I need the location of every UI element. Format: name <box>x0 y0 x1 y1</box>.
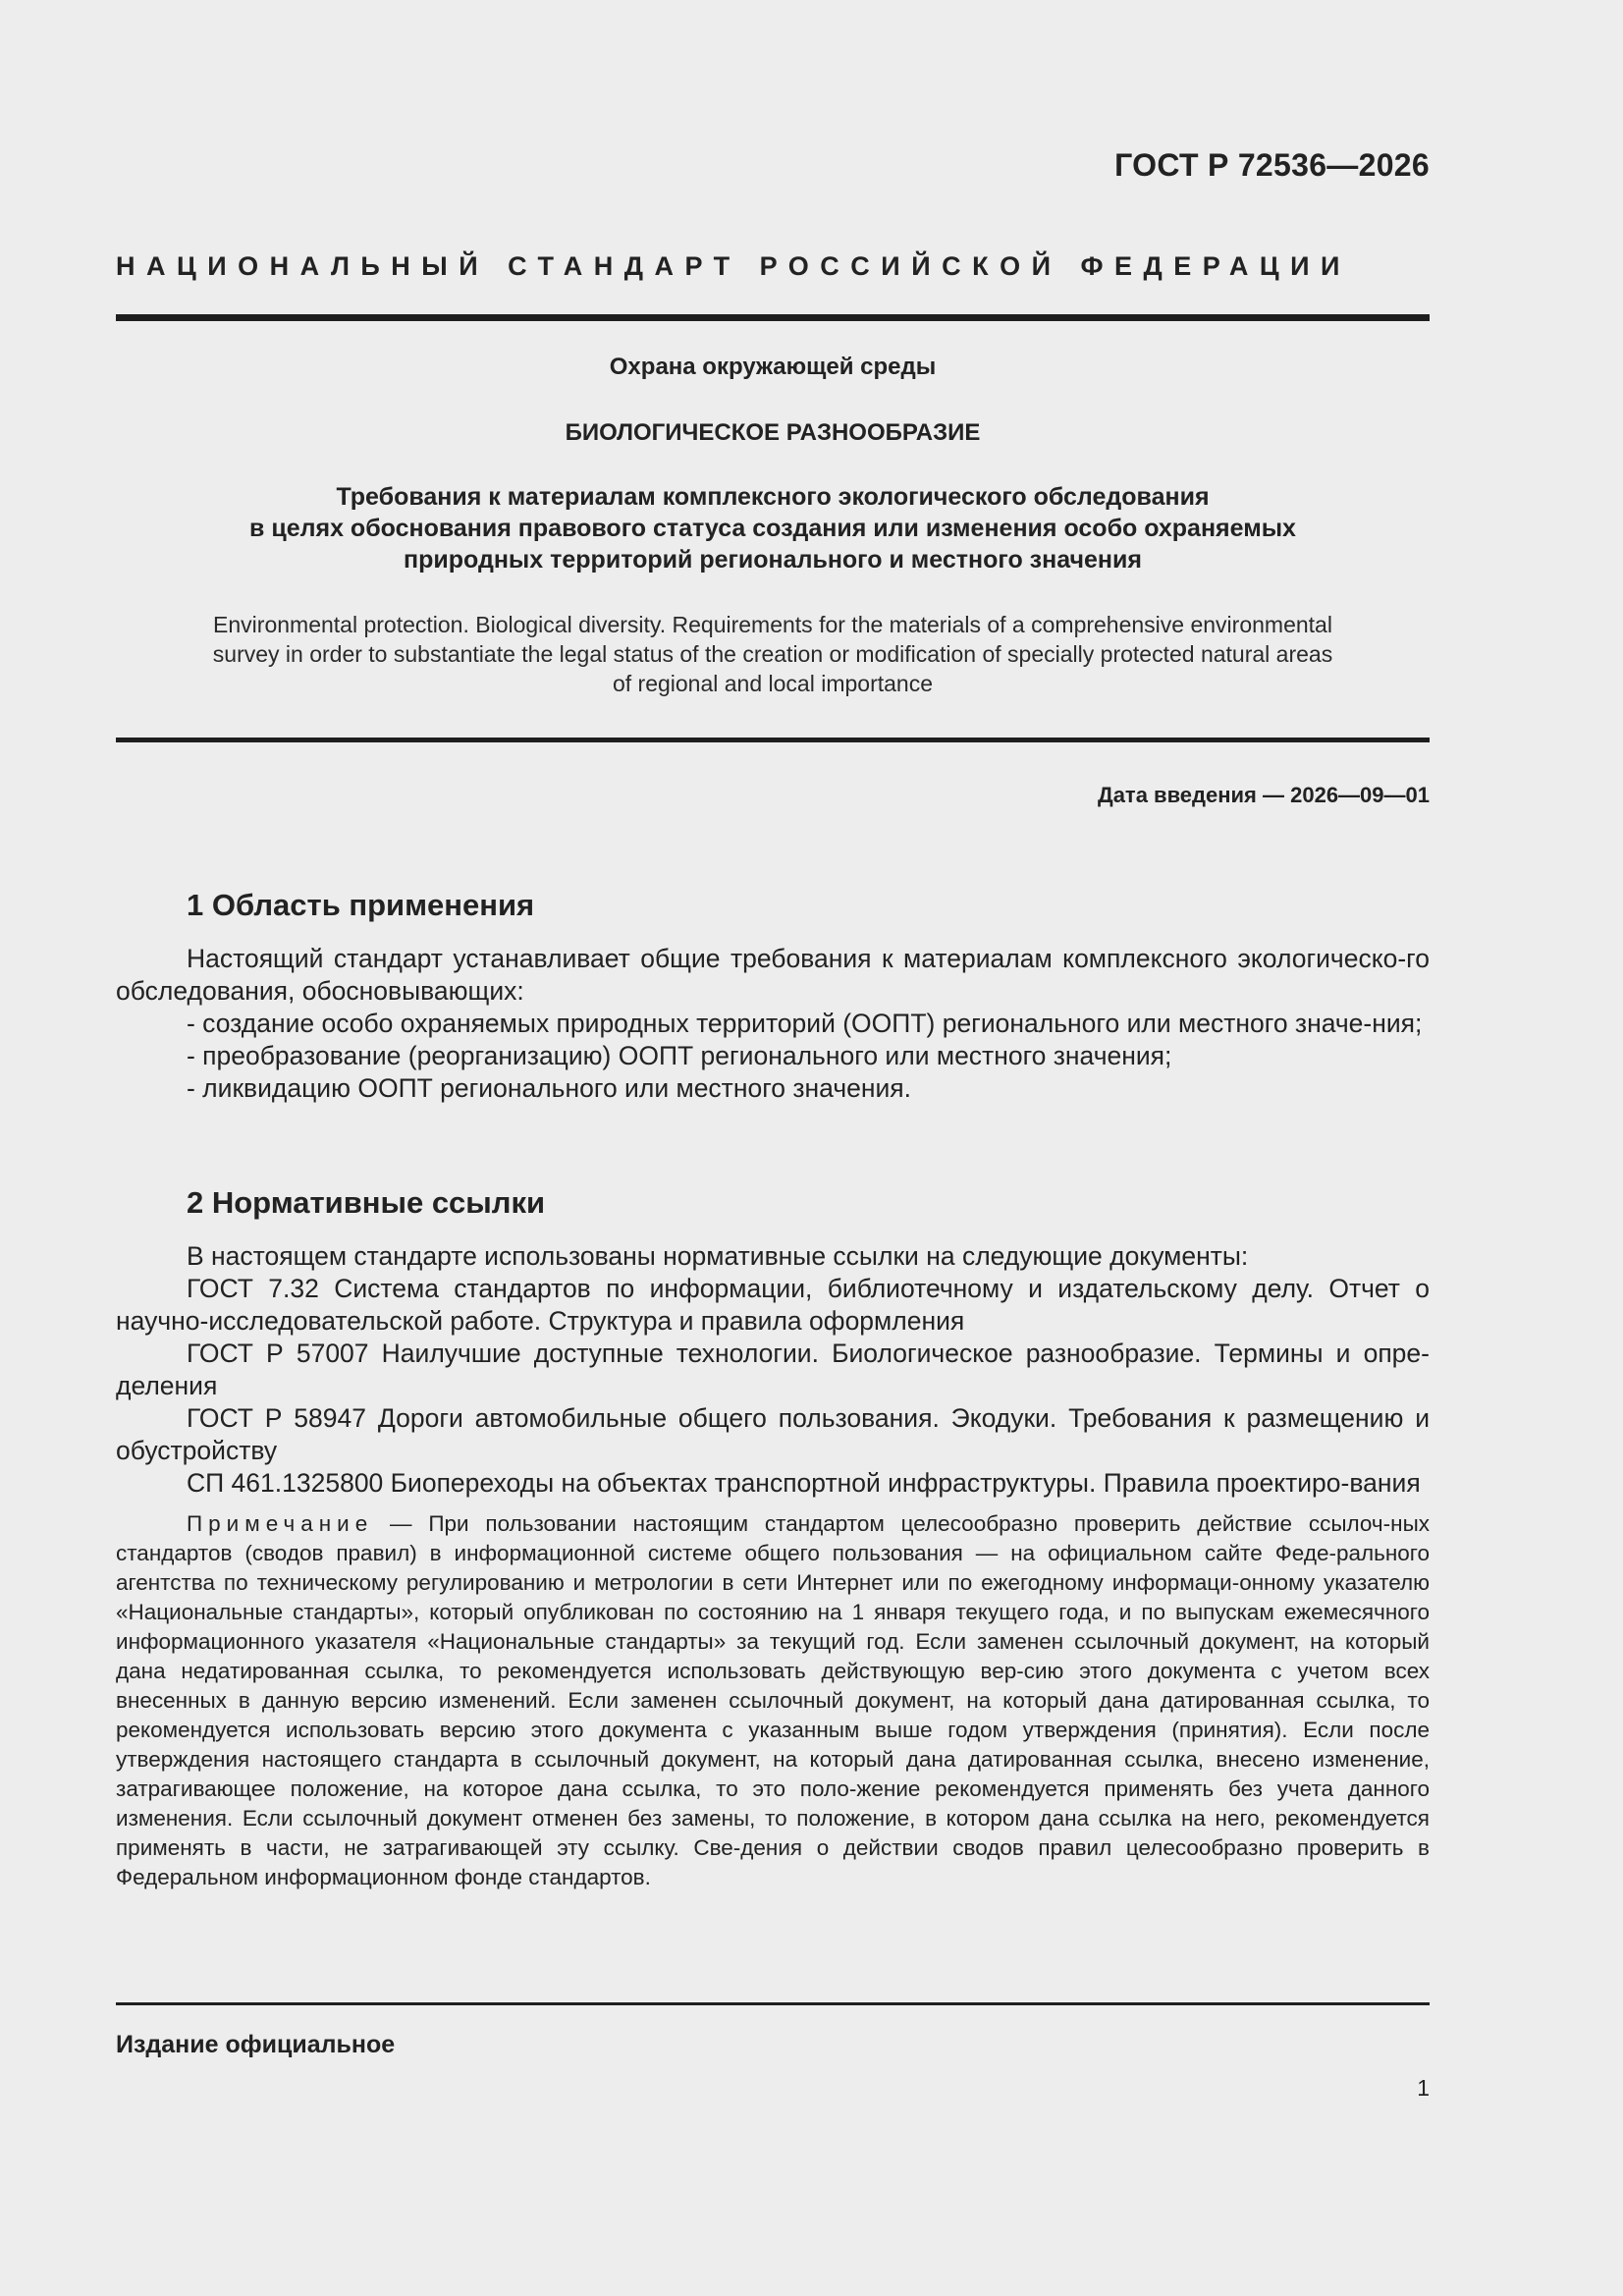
reference-entry: СП 461.1325800 Биопереходы на объектах транспортной инфраструктуры. Правила проектиро-вания <box>187 1468 1421 1498</box>
reference-entry: ГОСТ Р 58947 Дороги автомобильные общего пользования. Экодуки. Требования к размещению и обустройству <box>116 1403 1430 1465</box>
scope-intro: Настоящий стандарт устанавливает общие требования к материалам комплексного экологическо-го обследования, обосновывающих: <box>116 944 1430 1006</box>
title-rule <box>116 738 1430 742</box>
scope-item: - создание особо охраняемых природных территорий (ООПТ) регионального или местного значе-ния; <box>187 1009 1423 1038</box>
title-en-line: survey in order to substantiate the legal status of the creation or modification of specially protected natural areas <box>212 641 1333 667</box>
note-text: — При пользовании настоящим стандартом целесообразно проверить действие ссылоч-ных стандартов (сводов правил) в информационной системе общего пользования — на официальном сайте Феде-рального агентства по техническому регулированию и метрологии в сети Интернет или по ежегодному информаци-онному указателю «Национальные стандарты», который опубликован по состоянию на 1 января текущего года, и по выпускам ежемесячного информационного указателя «Национальные стандарты» за текущий год. Если заменен ссылочный документ, на который дана недатированная ссылка, то рекомендуется использовать действующую вер-сию этого документа с учетом всех внесенных в данную версию изменений. Если заменен ссылочный документ, на который дана датированная ссылка, то рекомендуется использовать версию этого документа с указанным выше годом утверждения (принятия). Если после утверждения настоящего стандарта в ссылочный документ, на который дана датированная ссылка, внесено изменение, затрагивающее положение, на которое дана ссылка, то это поло-жение рекомендуется применять без учета данного изменения. Если ссылочный документ отменен без замены, то положение, в котором дана ссылка на него, рекомендуется применять в части, не затрагивающей эту ссылку. Све-дения о действии сводов правил целесообразно проверить в Федеральном информационном фонде стандартов. <box>116 1511 1430 1889</box>
reference-entry: ГОСТ Р 57007 Наилучшие доступные технологии. Биологическое разнообразие. Термины и опре-деления <box>116 1339 1430 1400</box>
reference-entry: ГОСТ 7.32 Система стандартов по информации, библиотечному и издательскому делу. Отчет о научно-исследовательской работе. Структура и правила оформления <box>116 1274 1430 1336</box>
standard-name: БИОЛОГИЧЕСКОЕ РАЗНООБРАЗИЕ <box>565 419 981 446</box>
note-label: Примечание <box>187 1511 374 1536</box>
scope-item: - ликвидацию ООПТ регионального или местного значения. <box>187 1073 912 1103</box>
official-edition-label: Издание официальное <box>116 2031 396 2058</box>
title-ru-line: природных территорий регионального и местного значения <box>404 546 1142 574</box>
title-en-line: of regional and local importance <box>612 671 934 696</box>
page-number: 1 <box>1417 2075 1430 2101</box>
section-heading: 2 Нормативные ссылки <box>187 1185 546 1220</box>
footer-rule <box>116 2002 1430 2005</box>
section-heading: 1 Область применения <box>187 888 535 922</box>
document-number: ГОСТ Р 72536—2026 <box>1114 147 1430 183</box>
references-intro: В настоящем стандарте использованы нормативные ссылки на следующие документы: <box>187 1241 1249 1271</box>
national-standard-title: НАЦИОНАЛЬНЫЙ СТАНДАРТ РОССИЙСКОЙ ФЕДЕРАЦИИ <box>116 251 1351 281</box>
section-scope <box>116 888 1430 1105</box>
standard-title-ru <box>116 481 1430 575</box>
introduction-date: Дата введения — 2026—09—01 <box>1098 783 1430 807</box>
section-normative-references <box>116 1185 1430 1892</box>
scope-item: - преобразование (реорганизацию) ООПТ регионального или местного значения; <box>187 1041 1172 1070</box>
title-en-line: Environmental protection. Biological diversity. Requirements for the materials of a comprehensive environmental <box>213 612 1332 637</box>
standard-title-en <box>116 610 1430 698</box>
title-ru-line: в целях обоснования правового статуса создания или изменения особо охраняемых <box>249 515 1296 542</box>
standard-subject: Охрана окружающей среды <box>609 354 937 380</box>
title-ru-line: Требования к материалам комплексного экологического обследования <box>336 483 1210 511</box>
note-paragraph <box>116 1509 1430 1892</box>
header-rule <box>116 314 1430 321</box>
